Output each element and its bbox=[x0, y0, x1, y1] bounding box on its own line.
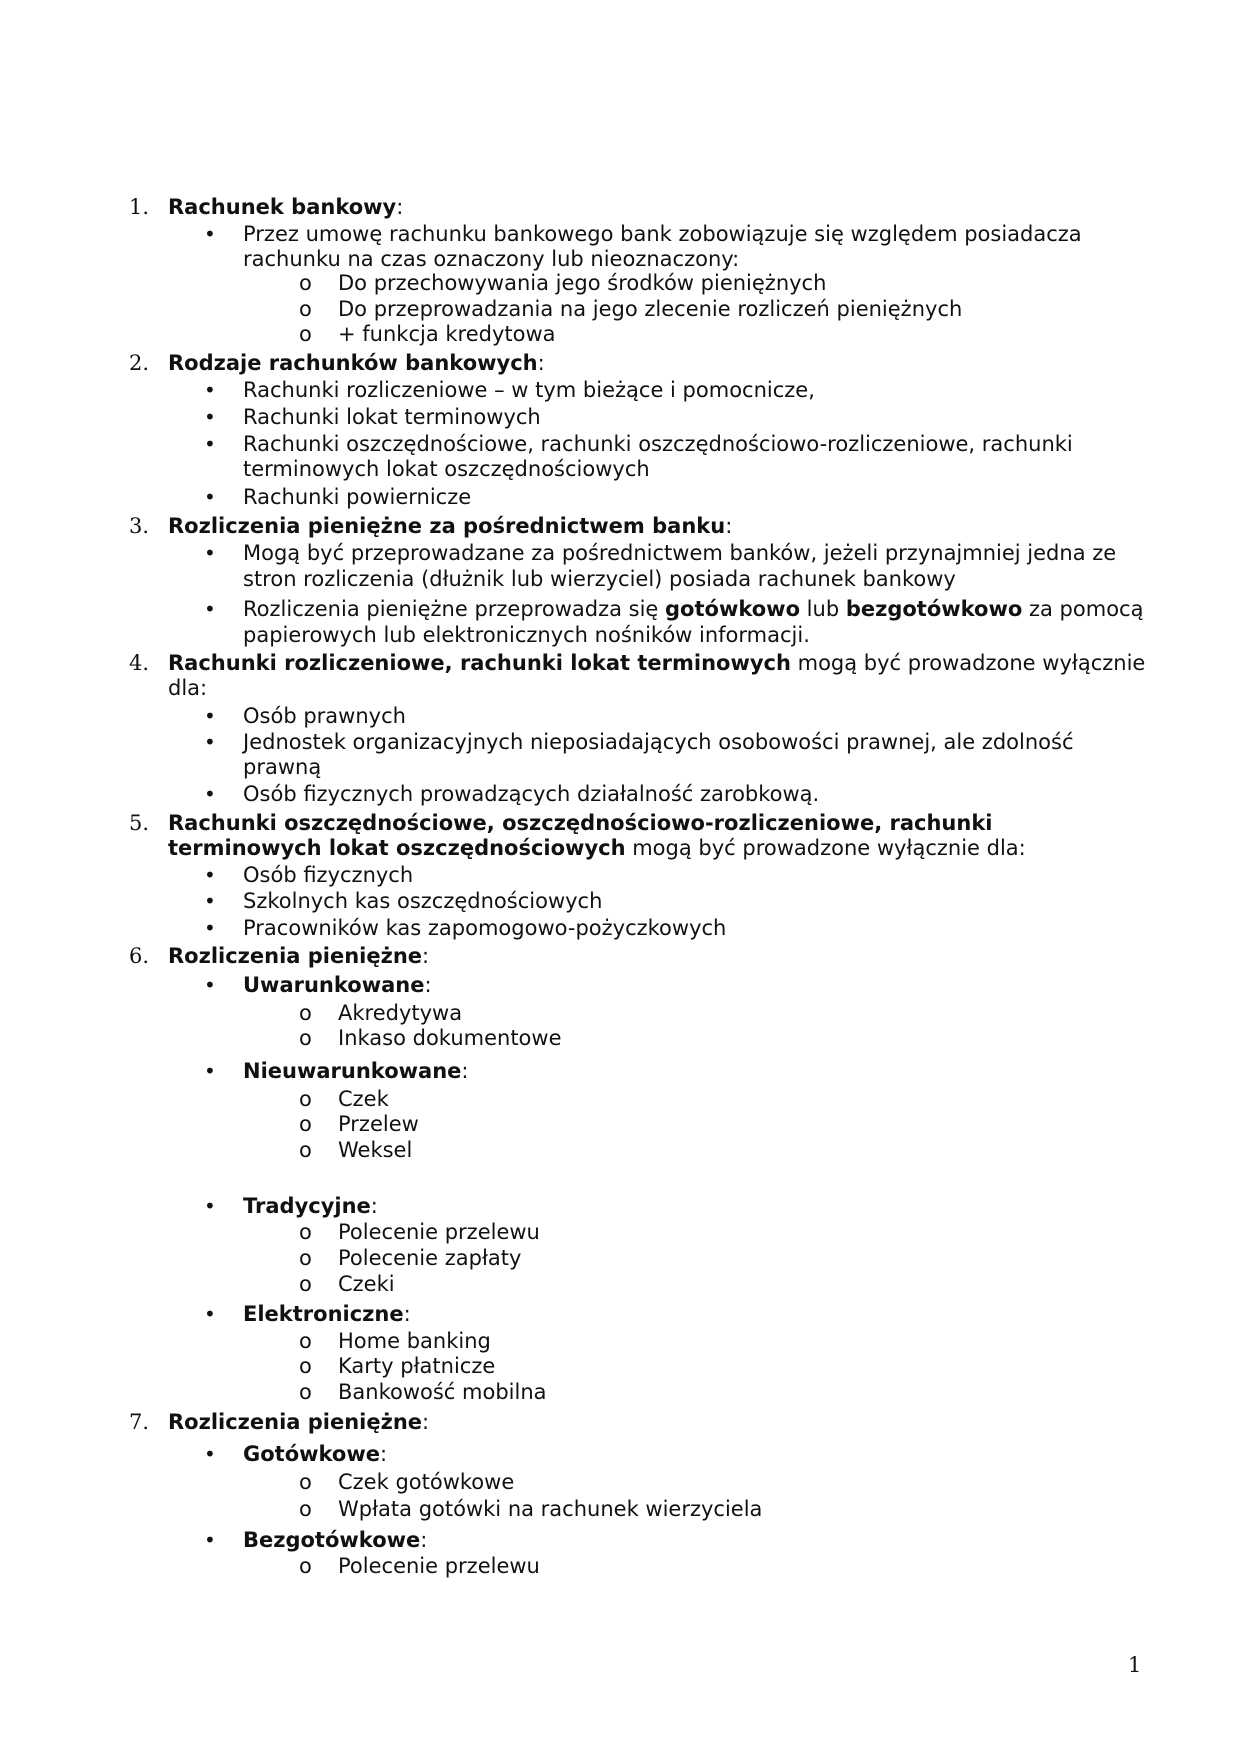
bullet-icon: • bbox=[204, 863, 216, 887]
bullet-icon: • bbox=[204, 1059, 216, 1083]
circle-marker-icon: o bbox=[299, 1026, 312, 1050]
item-heading: Rachunek bankowy bbox=[168, 195, 397, 219]
item-heading: Rodzaje rachunków bankowych bbox=[168, 351, 538, 375]
item-heading: Rozliczenia pieniężne bbox=[168, 944, 423, 968]
circle-marker-icon: o bbox=[299, 1087, 312, 1111]
bullet-icon: • bbox=[204, 1528, 216, 1552]
item-number: 4. bbox=[129, 651, 150, 675]
circle-marker-icon: o bbox=[299, 1554, 312, 1578]
circle-marker-icon: o bbox=[299, 271, 312, 295]
circle-marker-icon: o bbox=[299, 1380, 312, 1404]
bullet-icon: • bbox=[204, 597, 216, 621]
bullet-icon: • bbox=[204, 405, 216, 429]
circle-marker-icon: o bbox=[299, 1329, 312, 1353]
bullet-icon: • bbox=[204, 973, 216, 997]
bullet-icon: • bbox=[204, 378, 216, 402]
circle-marker-icon: o bbox=[299, 297, 312, 321]
item-heading: Rozliczenia pieniężne za pośrednictwem banku bbox=[168, 514, 726, 538]
circle-marker-icon: o bbox=[299, 1220, 312, 1244]
circle-marker-icon: o bbox=[299, 1138, 312, 1162]
circle-marker-icon: o bbox=[299, 1112, 312, 1136]
circle-marker-icon: o bbox=[299, 1470, 312, 1494]
bullet-icon: • bbox=[204, 730, 216, 754]
item-number: 1. bbox=[129, 195, 150, 219]
item-number: 7. bbox=[129, 1410, 150, 1434]
bullet-icon: • bbox=[204, 1194, 216, 1218]
bullet-icon: • bbox=[204, 1302, 216, 1326]
bullet-icon: • bbox=[204, 541, 216, 565]
bullet-icon: • bbox=[204, 889, 216, 913]
bullet-icon: • bbox=[204, 432, 216, 456]
circle-marker-icon: o bbox=[299, 1246, 312, 1270]
bullet-icon: • bbox=[204, 782, 216, 806]
item-heading: Rozliczenia pieniężne bbox=[168, 1410, 423, 1434]
bullet-icon: • bbox=[204, 222, 216, 246]
circle-marker-icon: o bbox=[299, 1354, 312, 1378]
item-number: 3. bbox=[129, 514, 150, 538]
circle-marker-icon: o bbox=[299, 1497, 312, 1521]
item-number: 5. bbox=[129, 811, 150, 835]
circle-marker-icon: o bbox=[299, 322, 312, 346]
page-number: 1 bbox=[1128, 1653, 1142, 1677]
item-number: 6. bbox=[129, 944, 150, 968]
item-number: 2. bbox=[129, 351, 150, 375]
item-heading: Rachunki oszczędnościowe, oszczędnościowo-rozliczeniowe, rachunki bbox=[168, 811, 993, 835]
bullet-icon: • bbox=[204, 704, 216, 728]
circle-marker-icon: o bbox=[299, 1001, 312, 1025]
bullet-icon: • bbox=[204, 916, 216, 940]
bullet-icon: • bbox=[204, 485, 216, 509]
circle-marker-icon: o bbox=[299, 1272, 312, 1296]
item-heading: Rachunki rozliczeniowe, rachunki lokat terminowych bbox=[168, 651, 791, 675]
bullet-icon: • bbox=[204, 1442, 216, 1466]
